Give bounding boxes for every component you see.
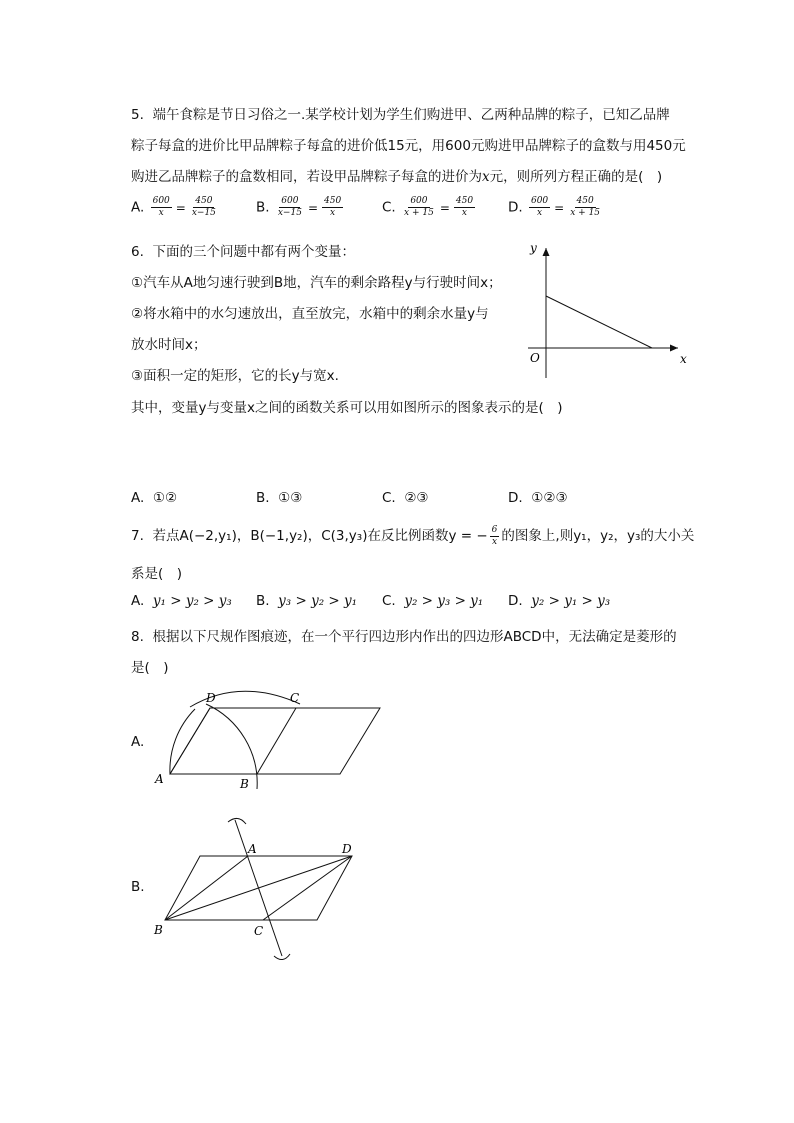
fraction: $\frac{600}{x + 15}$ bbox=[404, 196, 434, 218]
q5-line1 bbox=[131, 103, 670, 123]
side-ad bbox=[170, 708, 210, 774]
q6-graph bbox=[518, 236, 698, 384]
q7-number: 7. bbox=[131, 528, 144, 544]
q6-item3: ③面积一定的矩形，它的长y与宽x. bbox=[131, 368, 339, 384]
q5-variable: x bbox=[482, 169, 490, 185]
q6-item2b: 放水时间x； bbox=[131, 337, 207, 353]
q5-text-line1: 端午食粽是节日习俗之一.某学校计划为学生们购进甲、乙两种品牌的粽子，已知乙品牌 bbox=[152, 107, 670, 123]
fraction: $\frac{450}{x + 15}$ bbox=[570, 196, 601, 218]
q7-option-b[interactable]: B. y₃ > y₂ > y₁ bbox=[256, 593, 358, 609]
q5-number: 5. bbox=[131, 107, 144, 123]
q8-option-a-label[interactable]: A. bbox=[131, 734, 145, 750]
q5-text-line2: 粽子每盒的进价比甲品牌粽子每盒的进价低15元，用600元购进甲品牌粽子的盒数与用450元 bbox=[131, 138, 686, 154]
origin-label: O bbox=[530, 351, 540, 365]
q5-option-a[interactable]: A. $\frac{600}{x}$ = $\frac{450}{x-15}$ bbox=[131, 196, 216, 218]
fig-a-label-d: D bbox=[206, 691, 216, 705]
q7-text-line1b: 的图象上,则y₁，y₂，y₃的大小关 bbox=[501, 528, 695, 544]
option-label: D. bbox=[508, 199, 523, 216]
side-ba bbox=[165, 856, 248, 920]
q6-option-b[interactable]: B. ①③ bbox=[256, 490, 303, 506]
y-axis-arrow bbox=[543, 248, 550, 256]
q7-fraction: $\frac{6}{x}$ bbox=[491, 524, 498, 547]
q6-option-a[interactable]: A. ①② bbox=[131, 490, 178, 506]
x-axis-label: x bbox=[680, 352, 687, 366]
fraction: $\frac{450}{x}$ bbox=[455, 196, 474, 218]
fig-a-label-b: B bbox=[240, 777, 249, 791]
q6-item2a: ②将水箱中的水匀速放出，直至放完，水箱中的剩余水量y与 bbox=[131, 306, 489, 322]
q6-question: 其中，变量y与变量x之间的函数关系可以用如图所示的图象表示的是( ) bbox=[131, 400, 563, 416]
q7-text-line1a: 若点A(−2,y₁)，B(−1,y₂)，C(3,y₃)在反比例函数y = − bbox=[152, 528, 488, 544]
fig-b-label-b: B bbox=[154, 923, 163, 937]
arc-b bbox=[206, 704, 257, 789]
q7-line1 bbox=[131, 524, 694, 548]
option-label: A. bbox=[131, 199, 145, 216]
q8-figure-a bbox=[150, 685, 390, 795]
side-cd bbox=[263, 856, 352, 920]
fig-b-label-a: A bbox=[248, 842, 257, 856]
q8-line1 bbox=[131, 625, 677, 645]
fraction: $\frac{600}{x}$ bbox=[152, 196, 170, 218]
fig-b-label-c: C bbox=[254, 924, 264, 938]
option-label: C. bbox=[382, 199, 396, 216]
fraction: $\frac{600}{x-15}$ bbox=[277, 196, 302, 218]
graph-line bbox=[546, 296, 652, 348]
q5-option-b[interactable]: B. $\frac{600}{x-15}$ = $\frac{450}{x}$ bbox=[256, 196, 342, 218]
option-label: B. bbox=[256, 199, 270, 216]
q7-option-c[interactable]: C. y₂ > y₃ > y₁ bbox=[382, 593, 484, 609]
q6-item1: ①汽车从A地匀速行驶到B地，汽车的剩余路程y与行驶时间x； bbox=[131, 275, 502, 291]
q8-figure-b bbox=[150, 808, 370, 968]
side-bc bbox=[257, 708, 296, 774]
q7-option-a[interactable]: A. y₁ > y₂ > y₃ bbox=[131, 593, 232, 609]
fraction: $\frac{450}{x-15}$ bbox=[191, 196, 216, 218]
outer-parallelogram bbox=[170, 708, 380, 774]
q7-option-d[interactable]: D. y₂ > y₁ > y₃ bbox=[508, 593, 611, 609]
fig-a-label-c: C bbox=[290, 691, 300, 705]
x-axis-arrow bbox=[670, 345, 678, 352]
q5-option-d[interactable]: D. $\frac{600}{x}$ = $\frac{450}{x + 15}$ bbox=[508, 196, 601, 218]
q5-option-c[interactable]: C. $\frac{600}{x + 15}$ = $\frac{450}{x}$ bbox=[382, 196, 474, 218]
fraction: $\frac{450}{x}$ bbox=[324, 196, 342, 218]
q6-option-c[interactable]: C. ②③ bbox=[382, 490, 429, 506]
q5-line3 bbox=[131, 165, 662, 185]
q8-text-line1: 根据以下尺规作图痕迹，在一个平行四边形内作出的四边形ABCD中，无法确定是菱形的 bbox=[152, 629, 677, 645]
arc-a bbox=[170, 709, 195, 774]
q6-number: 6. bbox=[131, 244, 144, 260]
q6-line1 bbox=[131, 240, 355, 260]
q6-option-d[interactable]: D. ①②③ bbox=[508, 490, 568, 506]
q8-text-line2: 是( ) bbox=[131, 660, 169, 676]
q5-text-line3a: 购进乙品牌粽子的盒数相同，若设甲品牌粽子每盒的进价为 bbox=[131, 169, 482, 185]
q6-intro: 下面的三个问题中都有两个变量： bbox=[152, 244, 355, 260]
fig-b-label-d: D bbox=[342, 842, 352, 856]
arc-top bbox=[228, 818, 246, 824]
q5-text-line3b: 元，则所列方程正确的是( ) bbox=[489, 169, 663, 185]
q8-number: 8. bbox=[131, 629, 144, 645]
q7-text-line2: 系是( ) bbox=[131, 566, 183, 582]
fig-a-label-a: A bbox=[155, 772, 164, 786]
q8-option-b-label[interactable]: B. bbox=[131, 879, 145, 895]
fraction: $\frac{600}{x}$ bbox=[530, 196, 549, 218]
y-axis-label: y bbox=[530, 241, 537, 255]
